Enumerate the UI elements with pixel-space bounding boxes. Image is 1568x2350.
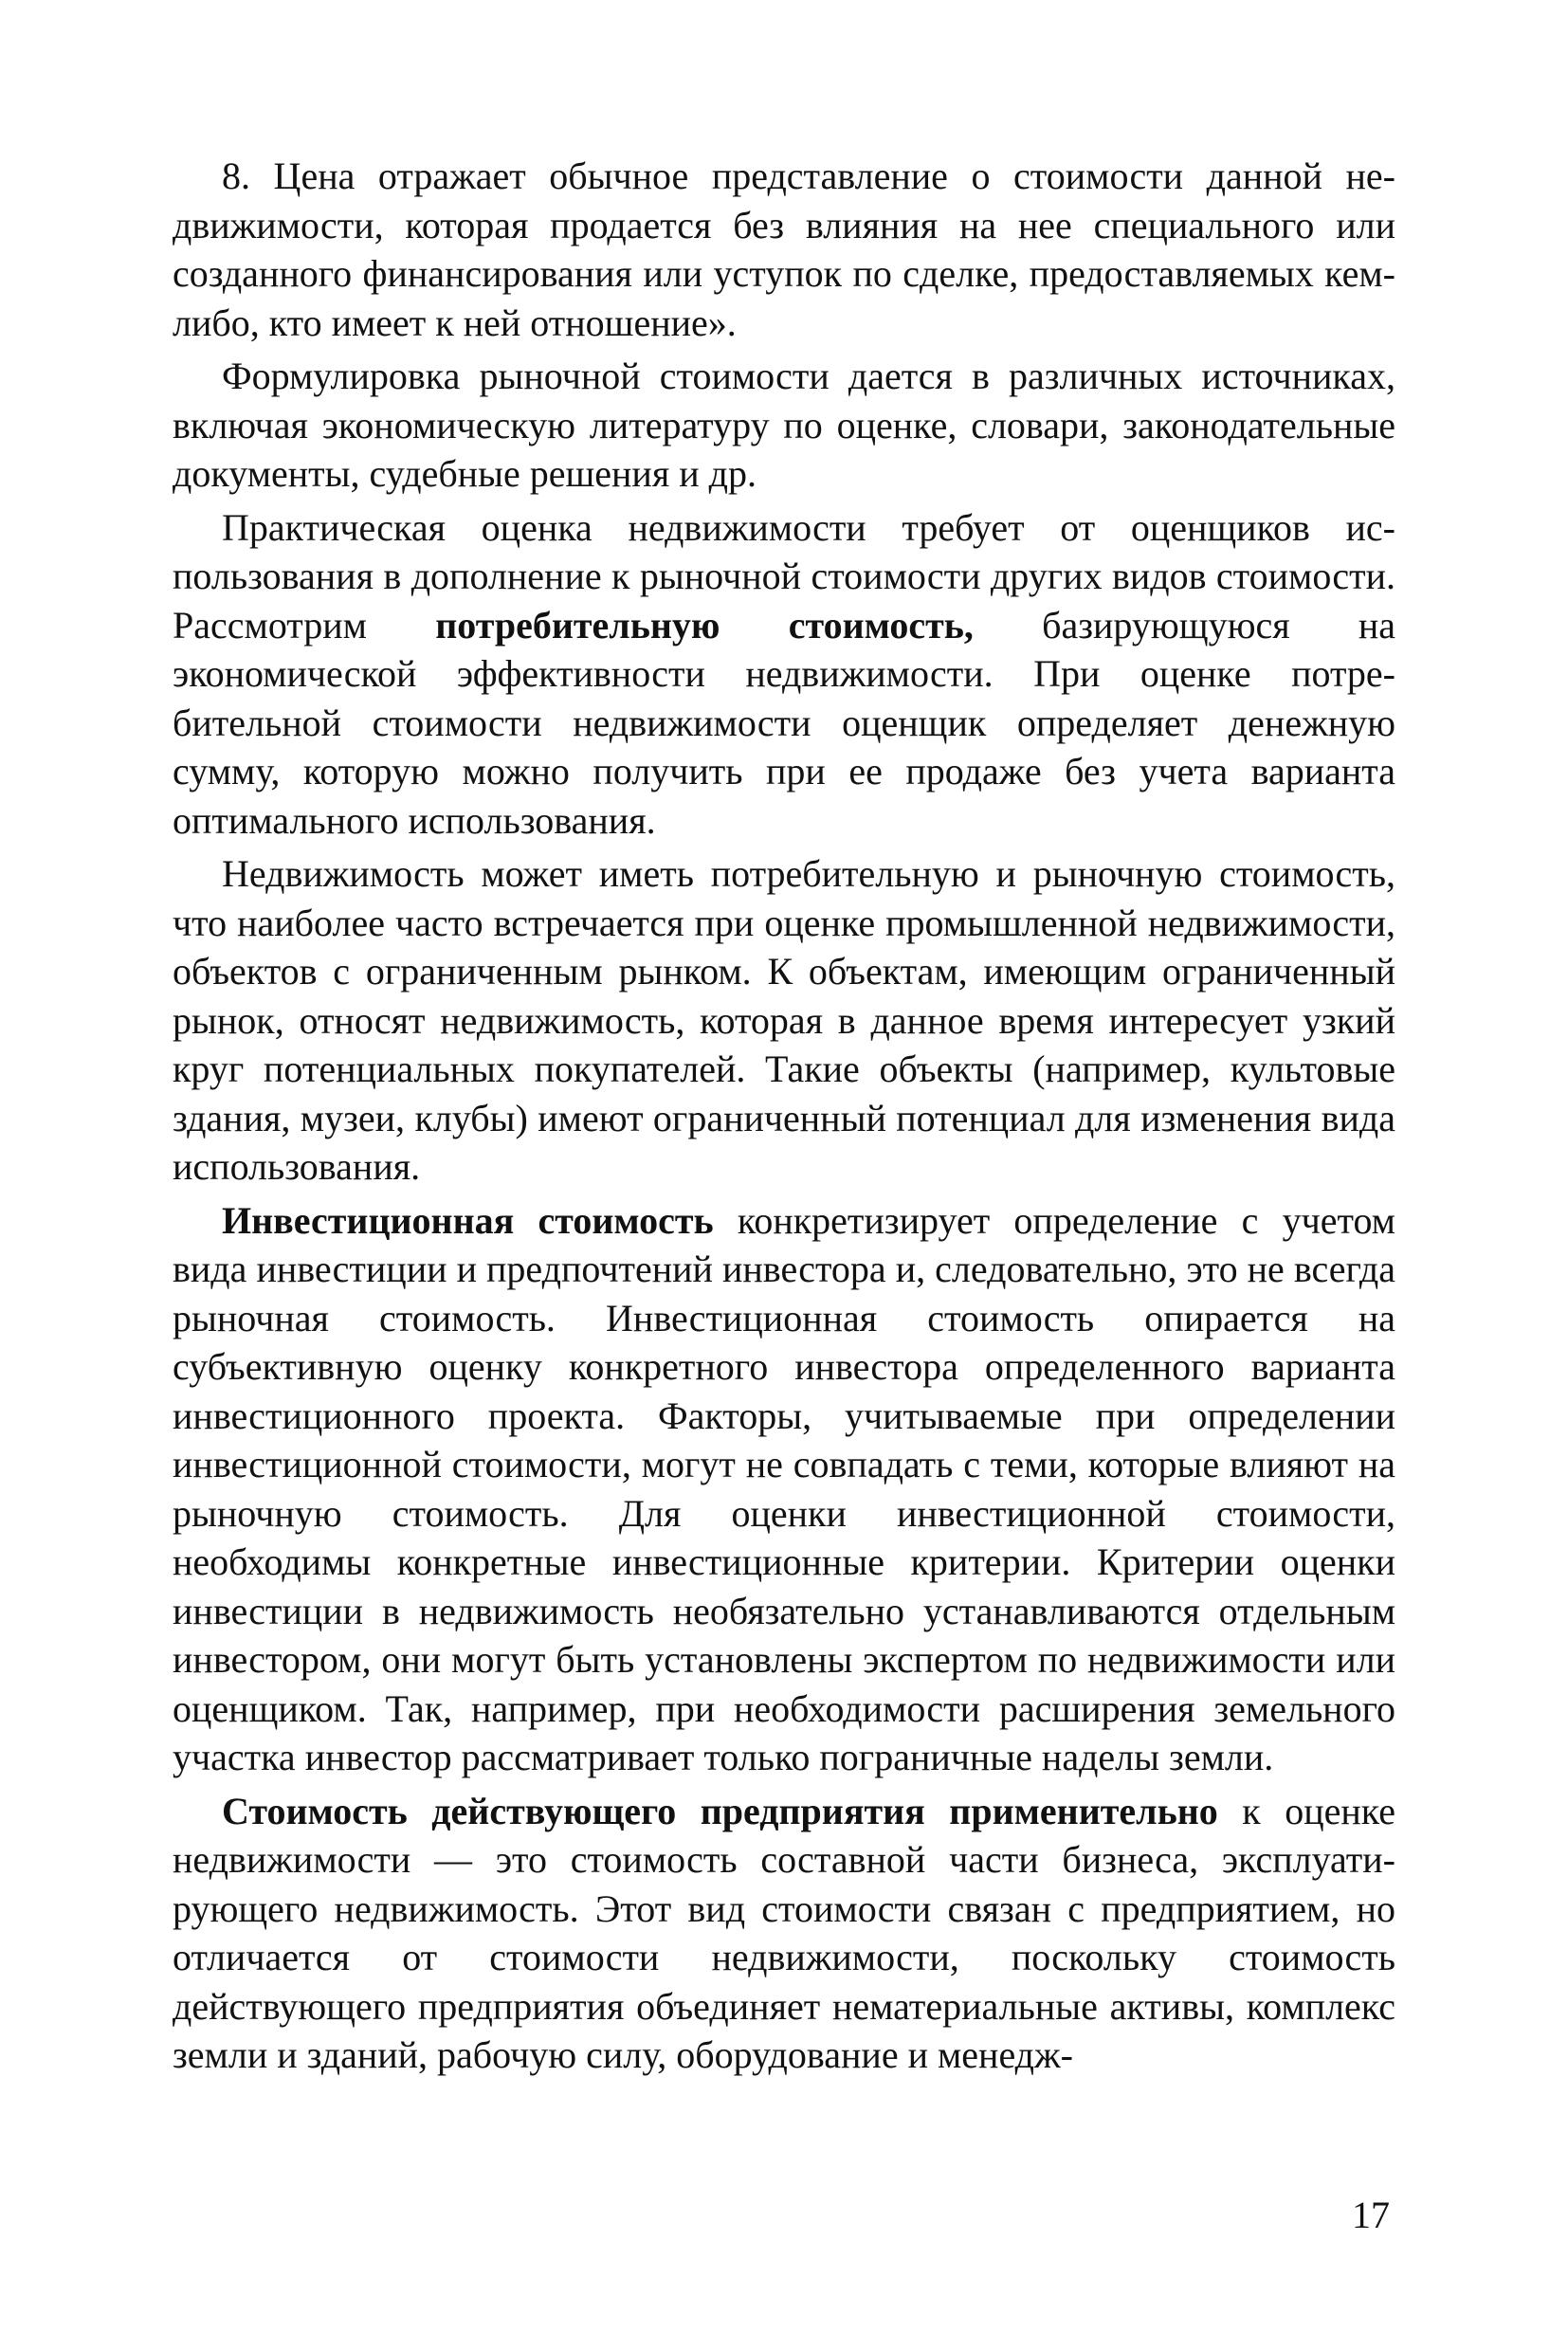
paragraph-3: [173, 503, 1395, 846]
body-text: [173, 152, 1395, 2085]
paragraph-text: Практическая оценка недвижимости требует от оценщиков использования в дополнение к рыночной стоимости других видов стоимости. Рассмотрим: [173, 505, 1395, 647]
page-number: 17: [1352, 2194, 1390, 2236]
paragraph-text: к оценке недвижимости — это стоимость составной части бизнеса, эксплуатирующего недвижимость. Этот вид стоимости связан с предприятием, но отличается от стоимости недвижимости, поскольку стоимость действующего предприятия объединяет нематериальные активы, комплекс земли и зданий, рабочую силу, оборудование и менедж-: [173, 1789, 1395, 2076]
paragraph-text: Недвижимость может иметь потребительную и рыночную стоимость, что наиболее часто встречается при оценке промышленной недвижимости, объектов с ограниченным рынком. К объектам, имеющим ограниченный рынок, относят недвижимость, которая в данное время интересует узкий круг потенциальных покупателей. Такие объекты (например, культовые здания, музеи, клубы) имеют ограниченный потенциал для изменения вида использования.: [173, 852, 1395, 1188]
term-going-concern-value: Стоимость действующего предприятия применительно: [222, 1789, 1218, 1832]
term-investment-value: Инвестиционная стоимость: [222, 1198, 714, 1242]
paragraph-text: Формулировка рыночной стоимости дается в различных источниках, включая экономическую литературу по оценке, словари, законодательные документы, судебные решения и др.: [173, 355, 1395, 495]
paragraph-1: [173, 152, 1395, 347]
paragraph-2: [173, 352, 1395, 499]
paragraph-text: 8. Цена отражает обычное представление о стоимости данной недвижимости, которая продается без влияния на нее специального или созданного финансирования или уступок по сделке, предоставляемых кем-либо, кто имеет к ней отношение».: [173, 155, 1395, 344]
paragraph-5: [173, 1196, 1395, 1782]
paragraph-6: [173, 1787, 1395, 2080]
paragraph-text: конкретизирует определение с учетом вида инвестиции и предпочтений инвестора и, следовательно, это не всегда рыночная стоимость. Инвестиционная стоимость опирается на субъективную оценку конкретного инвестора определенного варианта инвестиционного проекта. Факторы, учитываемые при определении инвестиционной стоимости, могут не совпадать с теми, которые влияют на рыночную стоимость. Для оценки инвестиционной стоимости, необходимы конкретные инвестиционные критерии. Критерии оценки инвестиции в недвижимость необязательно устанавливаются отдельным инвестором, они могут быть установлены экспертом по недвижимости или оценщиком. Так, например, при необходимости расширения земельного участка инвестор рассматривает только пограничные наделы земли.: [173, 1198, 1395, 1778]
term-consumer-value: потребительную стоимость,: [435, 603, 974, 647]
paragraph-4: [173, 849, 1395, 1192]
paragraph-text: базирующуюся на экономической эффективности недвижимости. При оценке потребительной стоимости недвижимости оценщик определяет денежную сумму, которую можно получить при ее продаже без учета варианта оптимального использования.: [173, 603, 1395, 842]
